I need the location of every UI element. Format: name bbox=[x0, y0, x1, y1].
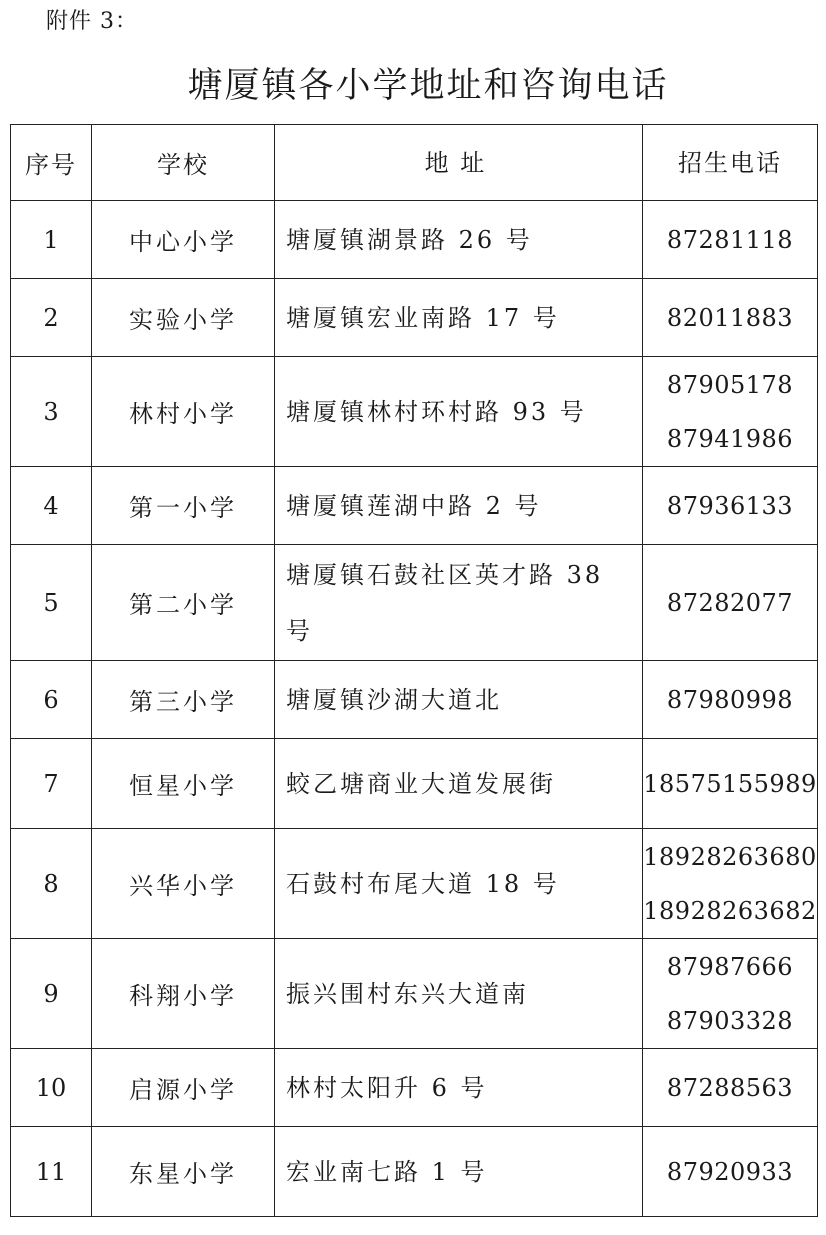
cell-address: 塘厦镇林村环村路 93 号 bbox=[275, 357, 643, 467]
cell-school: 恒星小学 bbox=[92, 739, 275, 829]
cell-address: 塘厦镇石鼓社区英才路 38 号 bbox=[275, 545, 643, 661]
cell-school: 第三小学 bbox=[92, 661, 275, 739]
document-title: 塘厦镇各小学地址和咨询电话 bbox=[187, 66, 669, 106]
cell-phone bbox=[643, 357, 818, 467]
table-row bbox=[11, 829, 818, 939]
table-row bbox=[11, 1049, 818, 1127]
cell-phone bbox=[643, 279, 818, 357]
cell-school: 科翔小学 bbox=[92, 939, 275, 1049]
phone-number: 87980998 bbox=[666, 685, 794, 714]
table-row bbox=[11, 739, 818, 829]
table-row bbox=[11, 467, 818, 545]
cell-no: 4 bbox=[11, 467, 92, 545]
cell-phone bbox=[643, 1127, 818, 1217]
cell-address: 宏业南七路 1 号 bbox=[275, 1127, 643, 1217]
table-header-row bbox=[11, 125, 818, 201]
header-phone: 招生电话 bbox=[643, 125, 818, 201]
cell-no: 1 bbox=[11, 201, 92, 279]
table-row bbox=[11, 939, 818, 1049]
cell-no: 3 bbox=[11, 357, 92, 467]
cell-no: 9 bbox=[11, 939, 92, 1049]
cell-no: 6 bbox=[11, 661, 92, 739]
table-row bbox=[11, 661, 818, 739]
phone-number: 18575155989 bbox=[643, 769, 817, 798]
cell-phone bbox=[643, 739, 818, 829]
cell-address: 塘厦镇湖景路 26 号 bbox=[275, 201, 643, 279]
phone-number: 18928263682 bbox=[643, 896, 817, 925]
phone-number: 87288563 bbox=[666, 1073, 794, 1102]
phone-number: 87941986 bbox=[666, 424, 794, 453]
cell-no: 2 bbox=[11, 279, 92, 357]
cell-phone bbox=[643, 1049, 818, 1127]
cell-no: 10 bbox=[11, 1049, 92, 1127]
cell-no: 7 bbox=[11, 739, 92, 829]
cell-school: 启源小学 bbox=[92, 1049, 275, 1127]
cell-phone bbox=[643, 939, 818, 1049]
cell-school: 中心小学 bbox=[92, 201, 275, 279]
cell-school: 林村小学 bbox=[92, 357, 275, 467]
cell-school: 东星小学 bbox=[92, 1127, 275, 1217]
phone-number: 82011883 bbox=[666, 303, 794, 332]
phone-number: 87920933 bbox=[666, 1157, 794, 1186]
table-row bbox=[11, 279, 818, 357]
cell-address: 蛟乙塘商业大道发展街 bbox=[275, 739, 643, 829]
cell-school: 第二小学 bbox=[92, 545, 275, 661]
table-row bbox=[11, 1127, 818, 1217]
cell-address: 振兴围村东兴大道南 bbox=[275, 939, 643, 1049]
table-body bbox=[11, 201, 818, 1217]
cell-address: 塘厦镇莲湖中路 2 号 bbox=[275, 467, 643, 545]
cell-phone bbox=[643, 829, 818, 939]
cell-school: 第一小学 bbox=[92, 467, 275, 545]
cell-address: 塘厦镇沙湖大道北 bbox=[275, 661, 643, 739]
cell-no: 11 bbox=[11, 1127, 92, 1217]
cell-no: 8 bbox=[11, 829, 92, 939]
header-address: 地 址 bbox=[275, 125, 643, 201]
school-table bbox=[10, 124, 818, 1217]
phone-number: 18928263680 bbox=[643, 842, 817, 871]
cell-no: 5 bbox=[11, 545, 92, 661]
table-row bbox=[11, 201, 818, 279]
cell-school: 兴华小学 bbox=[92, 829, 275, 939]
cell-address: 塘厦镇宏业南路 17 号 bbox=[275, 279, 643, 357]
table-row bbox=[11, 545, 818, 661]
header-school: 学校 bbox=[92, 125, 275, 201]
cell-phone bbox=[643, 661, 818, 739]
cell-phone bbox=[643, 467, 818, 545]
phone-number: 87936133 bbox=[666, 491, 794, 520]
cell-school: 实验小学 bbox=[92, 279, 275, 357]
phone-number: 87281118 bbox=[666, 225, 794, 254]
phone-number: 87282077 bbox=[666, 588, 794, 617]
cell-address: 林村太阳升 6 号 bbox=[275, 1049, 643, 1127]
attachment-label: 附件 3： bbox=[46, 9, 138, 34]
phone-number: 87905178 bbox=[666, 370, 794, 399]
phone-number: 87987666 bbox=[666, 952, 794, 981]
header-no: 序号 bbox=[11, 125, 92, 201]
cell-phone bbox=[643, 201, 818, 279]
table-row bbox=[11, 357, 818, 467]
cell-address: 石鼓村布尾大道 18 号 bbox=[275, 829, 643, 939]
cell-phone bbox=[643, 545, 818, 661]
phone-number: 87903328 bbox=[666, 1006, 794, 1035]
